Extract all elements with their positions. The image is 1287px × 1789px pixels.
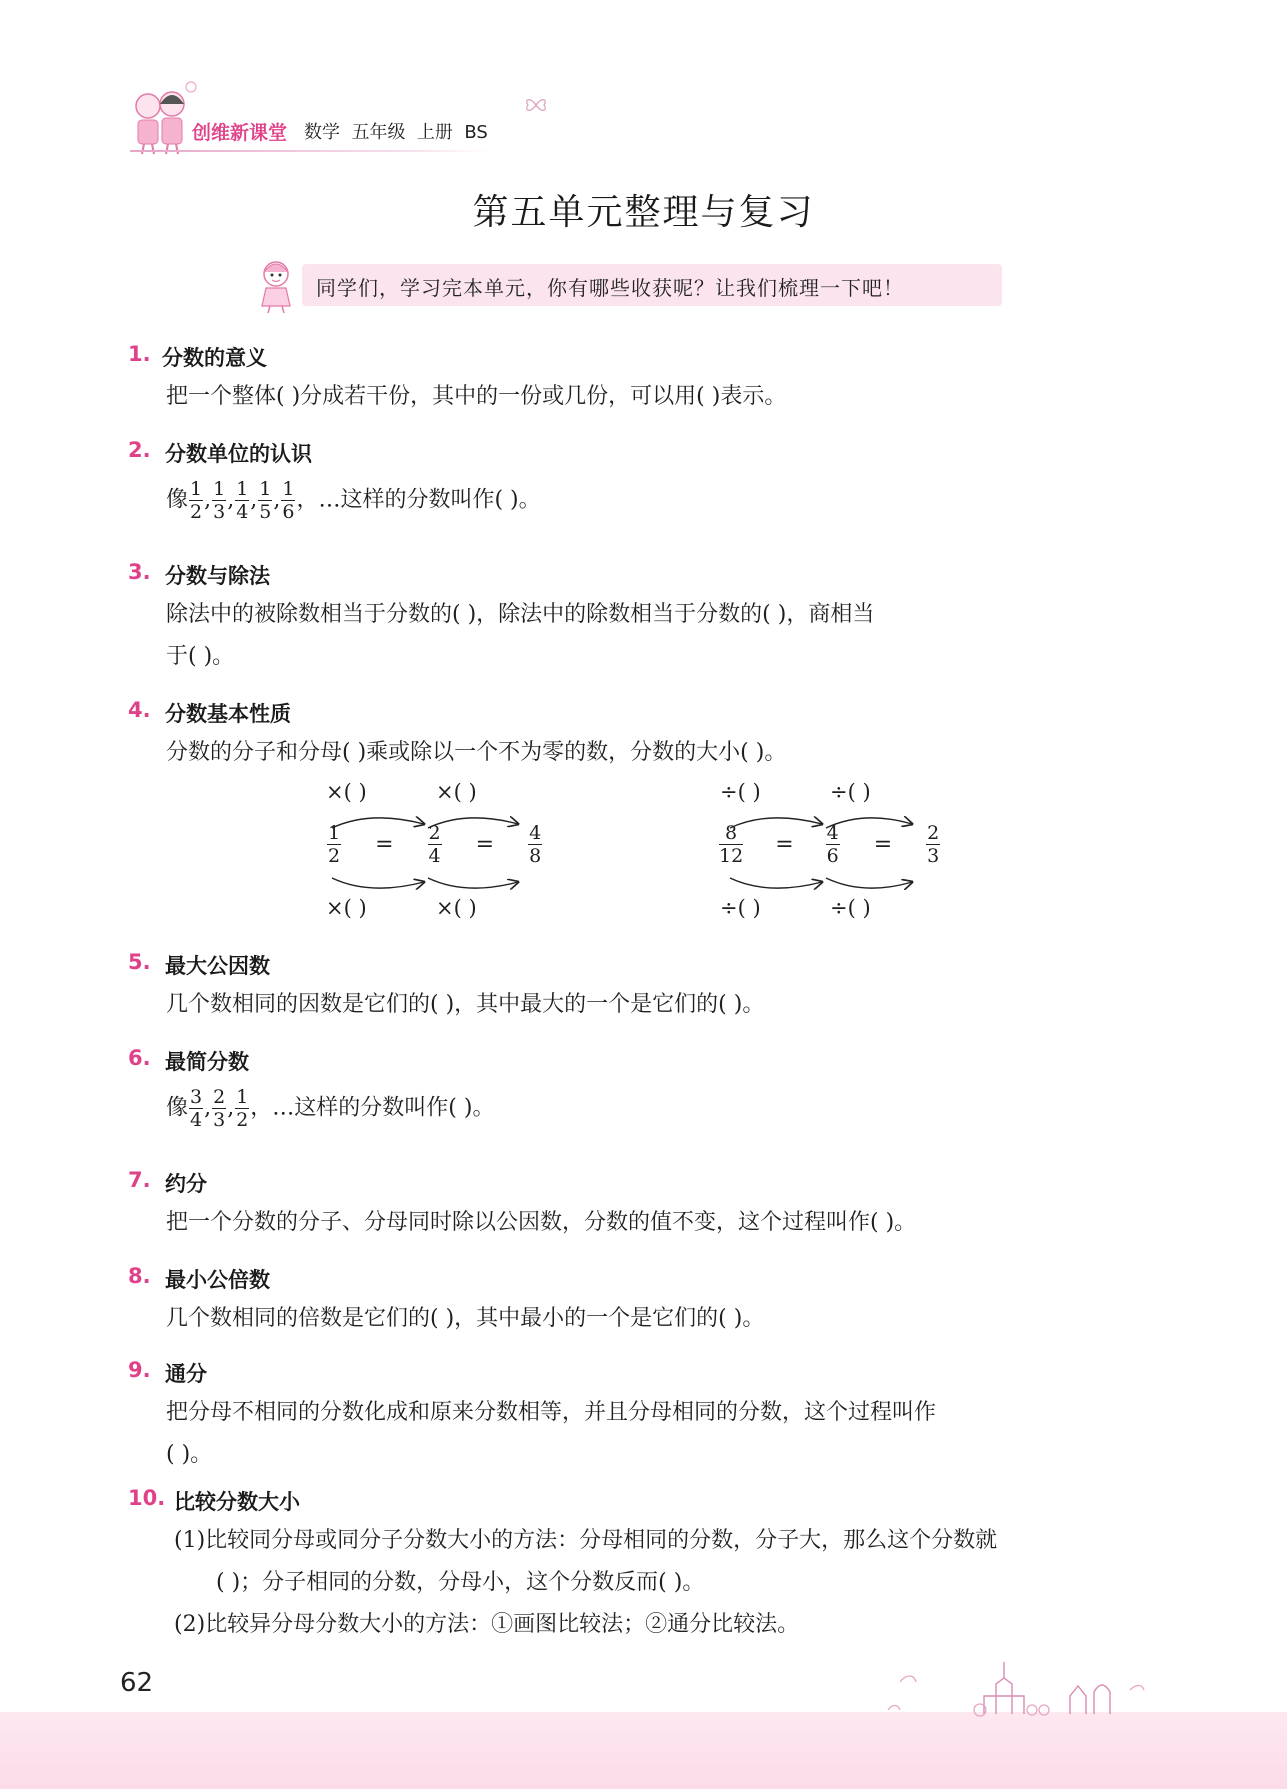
- section-number: 9.: [128, 1358, 151, 1382]
- section-number: 10.: [128, 1486, 166, 1510]
- section-text: ( )。: [166, 1442, 213, 1467]
- section-text: (2)比较异分母分数大小的方法：①画图比较法；②通分比较法。: [174, 1612, 800, 1637]
- op-label: ×( ): [436, 896, 477, 920]
- section-heading: 通分: [165, 1362, 207, 1386]
- section-fraction-line: 像 $\frac{1}{2}$ , $\frac{1}{3}$ , $\frac{1}{4}$ , $\frac{1}{5}$ , $\frac{1}{6}$ ，…这样的分数叫作( )。: [166, 478, 541, 523]
- section-heading: 分数的意义: [162, 346, 267, 370]
- fraction: $\frac{2}{4}$: [428, 822, 441, 867]
- fraction: $\frac{1}{6}$: [282, 478, 295, 523]
- section-text: 把一个分数的分子、分母同时除以公因数，分数的值不变，这个过程叫作( )。: [166, 1210, 917, 1235]
- op-label: ×( ): [436, 780, 477, 804]
- header-cartoon-kids: [130, 84, 192, 156]
- fraction: $\frac{4}{8}$: [529, 822, 542, 867]
- fraction: $\frac{2}{3}$: [213, 1086, 226, 1131]
- section-number: 7.: [128, 1168, 151, 1192]
- fraction: $\frac{8}{12}$: [719, 822, 744, 867]
- op-label: ÷( ): [720, 896, 761, 920]
- frac-chain-left: $\frac{1}{2}$ = $\frac{2}{4}$ = $\frac{4}{8}$: [328, 822, 542, 867]
- butterfly-icon: [524, 96, 548, 114]
- section-text: 于( )。: [166, 644, 235, 669]
- fraction: $\frac{1}{5}$: [259, 478, 272, 523]
- intro-banner-text: 同学们，学习完本单元，你有哪些收获呢？让我们梳理一下吧！: [316, 276, 904, 300]
- section-text: ( )；分子相同的分数，分母小，这个分数反而( )。: [216, 1570, 705, 1595]
- section-number: 3.: [128, 560, 151, 584]
- footer-band: [0, 1712, 1287, 1789]
- header-brand: 创维新课堂: [192, 122, 288, 144]
- op-label: ÷( ): [830, 780, 871, 804]
- suffix-text: ，…这样的分数叫作( )。: [296, 487, 541, 513]
- section-text: 几个数相同的倍数是它们的( )，其中最小的一个是它们的( )。: [166, 1306, 765, 1331]
- fraction: $\frac{1}{2}$: [190, 478, 203, 523]
- prefix-text: 像: [166, 487, 189, 513]
- section-text: 分数的分子和分母( )乘或除以一个不为零的数，分数的大小( )。: [166, 740, 787, 765]
- section-heading: 最大公因数: [165, 954, 270, 978]
- fraction: $\frac{1}{2}$: [236, 1086, 249, 1131]
- section-number: 2.: [128, 438, 151, 462]
- section-heading: 最小公倍数: [165, 1268, 270, 1292]
- page-number: 62: [120, 1668, 154, 1698]
- castle-decoration-icon: [880, 1650, 1170, 1720]
- section-text: 几个数相同的因数是它们的( )，其中最大的一个是它们的( )。: [166, 992, 765, 1017]
- page-title: 第五单元整理与复习: [472, 192, 815, 233]
- section-number: 1.: [128, 342, 151, 366]
- header-divider: [130, 150, 490, 152]
- fraction: $\frac{1}{4}$: [236, 478, 249, 523]
- section-text: (1)比较同分母或同分子分数大小的方法：分母相同的分数，分子大，那么这个分数就: [174, 1528, 998, 1553]
- op-label: ×( ): [326, 780, 367, 804]
- op-label: ÷( ): [830, 896, 871, 920]
- section-heading: 约分: [165, 1172, 207, 1196]
- section-number: 5.: [128, 950, 151, 974]
- op-label: ×( ): [326, 896, 367, 920]
- section-heading: 分数基本性质: [165, 702, 291, 726]
- girl-mascot-icon: [254, 258, 300, 314]
- frac-chain-right: $\frac{8}{12}$ = $\frac{4}{6}$ = $\frac{2}{3}$: [719, 822, 940, 867]
- section-heading: 比较分数大小: [174, 1490, 300, 1514]
- section-number: 6.: [128, 1046, 151, 1070]
- fraction: $\frac{1}{2}$: [328, 822, 341, 867]
- section-fraction-line: 像 $\frac{3}{4}$ , $\frac{2}{3}$ , $\frac{1}{2}$ ，…这样的分数叫作( )。: [166, 1086, 495, 1131]
- fraction: $\frac{2}{3}$: [927, 822, 940, 867]
- op-label: ÷( ): [720, 780, 761, 804]
- section-text: 把一个整体( )分成若干份，其中的一份或几份，可以用( )表示。: [166, 384, 787, 409]
- flower-icon: [184, 80, 198, 94]
- fraction: $\frac{4}{6}$: [826, 822, 839, 867]
- section-text: 除法中的被除数相当于分数的( )，除法中的除数相当于分数的( )，商相当: [166, 602, 875, 627]
- section-heading: 分数单位的认识: [165, 442, 312, 466]
- header-subject: 数学 五年级 上册 BS: [304, 122, 488, 143]
- section-number: 8.: [128, 1264, 151, 1288]
- section-number: 4.: [128, 698, 151, 722]
- section-heading: 分数与除法: [165, 564, 270, 588]
- fraction: $\frac{3}{4}$: [190, 1086, 203, 1131]
- fraction: $\frac{1}{3}$: [213, 478, 226, 523]
- prefix-text: 像: [166, 1095, 189, 1121]
- suffix-text: ，…这样的分数叫作( )。: [250, 1095, 495, 1121]
- section-text: 把分母不相同的分数化成和原来分数相等，并且分母相同的分数，这个过程叫作: [166, 1400, 937, 1425]
- section-heading: 最简分数: [165, 1050, 249, 1074]
